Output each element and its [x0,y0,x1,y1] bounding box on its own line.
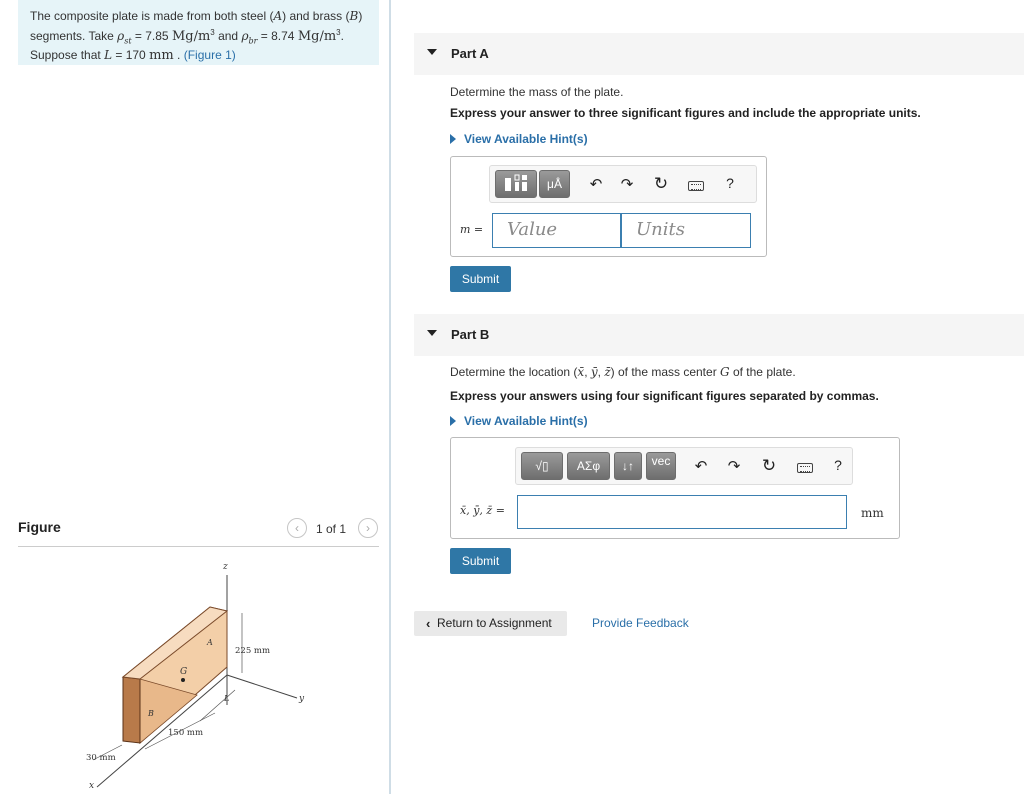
dim-30-label: 30 mm [86,753,116,763]
math-template-button[interactable]: √▯ [521,452,563,480]
z-label: z [223,562,228,572]
L-label: L [224,694,230,703]
mass-center-dot [181,678,185,682]
figure-divider [18,546,379,547]
undo-icon[interactable]: ↶ [694,458,708,475]
part-a-title: Part A [451,46,489,61]
plate-edge [123,677,140,743]
problem-statement [18,0,379,65]
provide-feedback-link[interactable]: Provide Feedback [592,616,689,630]
part-b-submit-button[interactable]: Submit [450,548,511,574]
G-label: G [180,667,188,677]
value-input[interactable]: Value [492,213,621,248]
composite-plate-figure [75,555,315,790]
chevron-left-icon: ‹ [295,521,299,535]
chevron-right-icon: › [366,521,370,535]
units-button[interactable]: μÅ [539,170,570,198]
reset-icon[interactable]: ↻ [761,456,777,475]
prev-figure-button[interactable] [287,518,307,538]
help-button[interactable]: ? [726,175,734,191]
expand-arrow-icon [450,416,456,426]
problem-line-2: segments. Take $\rho_{st} = 7.85$ $Mg/m^3$ and $\rho_{br} = 8.74$ $Mg/m^3$. [30,27,344,45]
coords-input[interactable] [517,495,847,529]
dim-line-L [200,690,235,721]
A-label: A [207,638,213,647]
part-a-toolbar [489,165,757,203]
x-label: x [89,781,95,790]
coords-unit: mm [861,506,884,520]
chevron-left-icon: ‹ [426,616,431,631]
part-b-toolbar [515,447,853,485]
B-label: B [148,709,154,718]
part-b-title: Part B [451,327,490,342]
keyboard-icon[interactable] [797,463,813,473]
greek-button[interactable]: ΑΣφ [567,452,610,480]
left-panel [0,0,389,794]
fraction-template-icon [496,171,536,197]
next-figure-button[interactable] [358,518,378,538]
expand-arrow-icon [450,134,456,144]
part-a-hint-toggle[interactable]: View Available Hint(s) [450,132,588,146]
dim-225-label: 225 mm [235,646,271,656]
part-a-header[interactable] [414,33,1024,75]
dim-150-label: 150 mm [168,728,204,738]
mass-var-label: m = [460,223,484,236]
panel-divider [389,0,391,794]
collapse-triangle-icon [427,49,437,55]
units-input[interactable]: Units [621,213,751,248]
figure-link[interactable]: (Figure 1) [183,48,236,63]
coords-var-label: x̄, ȳ, z̄ = [460,504,505,517]
figure-pager: 1 of 1 [316,522,347,536]
problem-line-1: The composite plate is made from both steel (A) and brass (B) [30,9,363,23]
problem-line-3: Suppose that L = 170 mm . (Figure 1) [30,48,236,64]
part-a-instruction: Express your answer to three significant figures and include the appropriate units. [450,106,921,120]
figure-title: Figure [18,519,61,535]
redo-icon[interactable]: ↷ [620,176,634,193]
redo-icon[interactable]: ↷ [727,458,741,475]
part-b-answer-box [450,437,900,539]
part-a-answer-box [450,156,767,257]
return-to-assignment-button[interactable]: ‹ Return to Assignment [414,611,567,636]
part-b-hint-toggle[interactable]: View Available Hint(s) [450,414,588,428]
vec-button[interactable]: vec [646,452,676,480]
part-a-question: Determine the mass of the plate. [450,85,624,99]
reset-icon[interactable]: ↻ [653,174,669,193]
part-b-instruction: Express your answers using four significant figures separated by commas. [450,389,879,403]
help-button[interactable]: ? [834,457,842,473]
part-b-question: Determine the location (x̄, ȳ, z̄) of the mass center G of the plate. [450,365,796,379]
undo-icon[interactable]: ↶ [589,176,603,193]
keyboard-icon[interactable] [688,181,704,191]
y-axis [227,675,297,698]
part-b-header[interactable] [414,314,1024,356]
arrows-button[interactable]: ↓↑ [614,452,642,480]
y-label: y [299,694,305,704]
part-a-submit-button[interactable]: Submit [450,266,511,292]
collapse-triangle-icon [427,330,437,336]
template-button[interactable] [495,170,537,198]
